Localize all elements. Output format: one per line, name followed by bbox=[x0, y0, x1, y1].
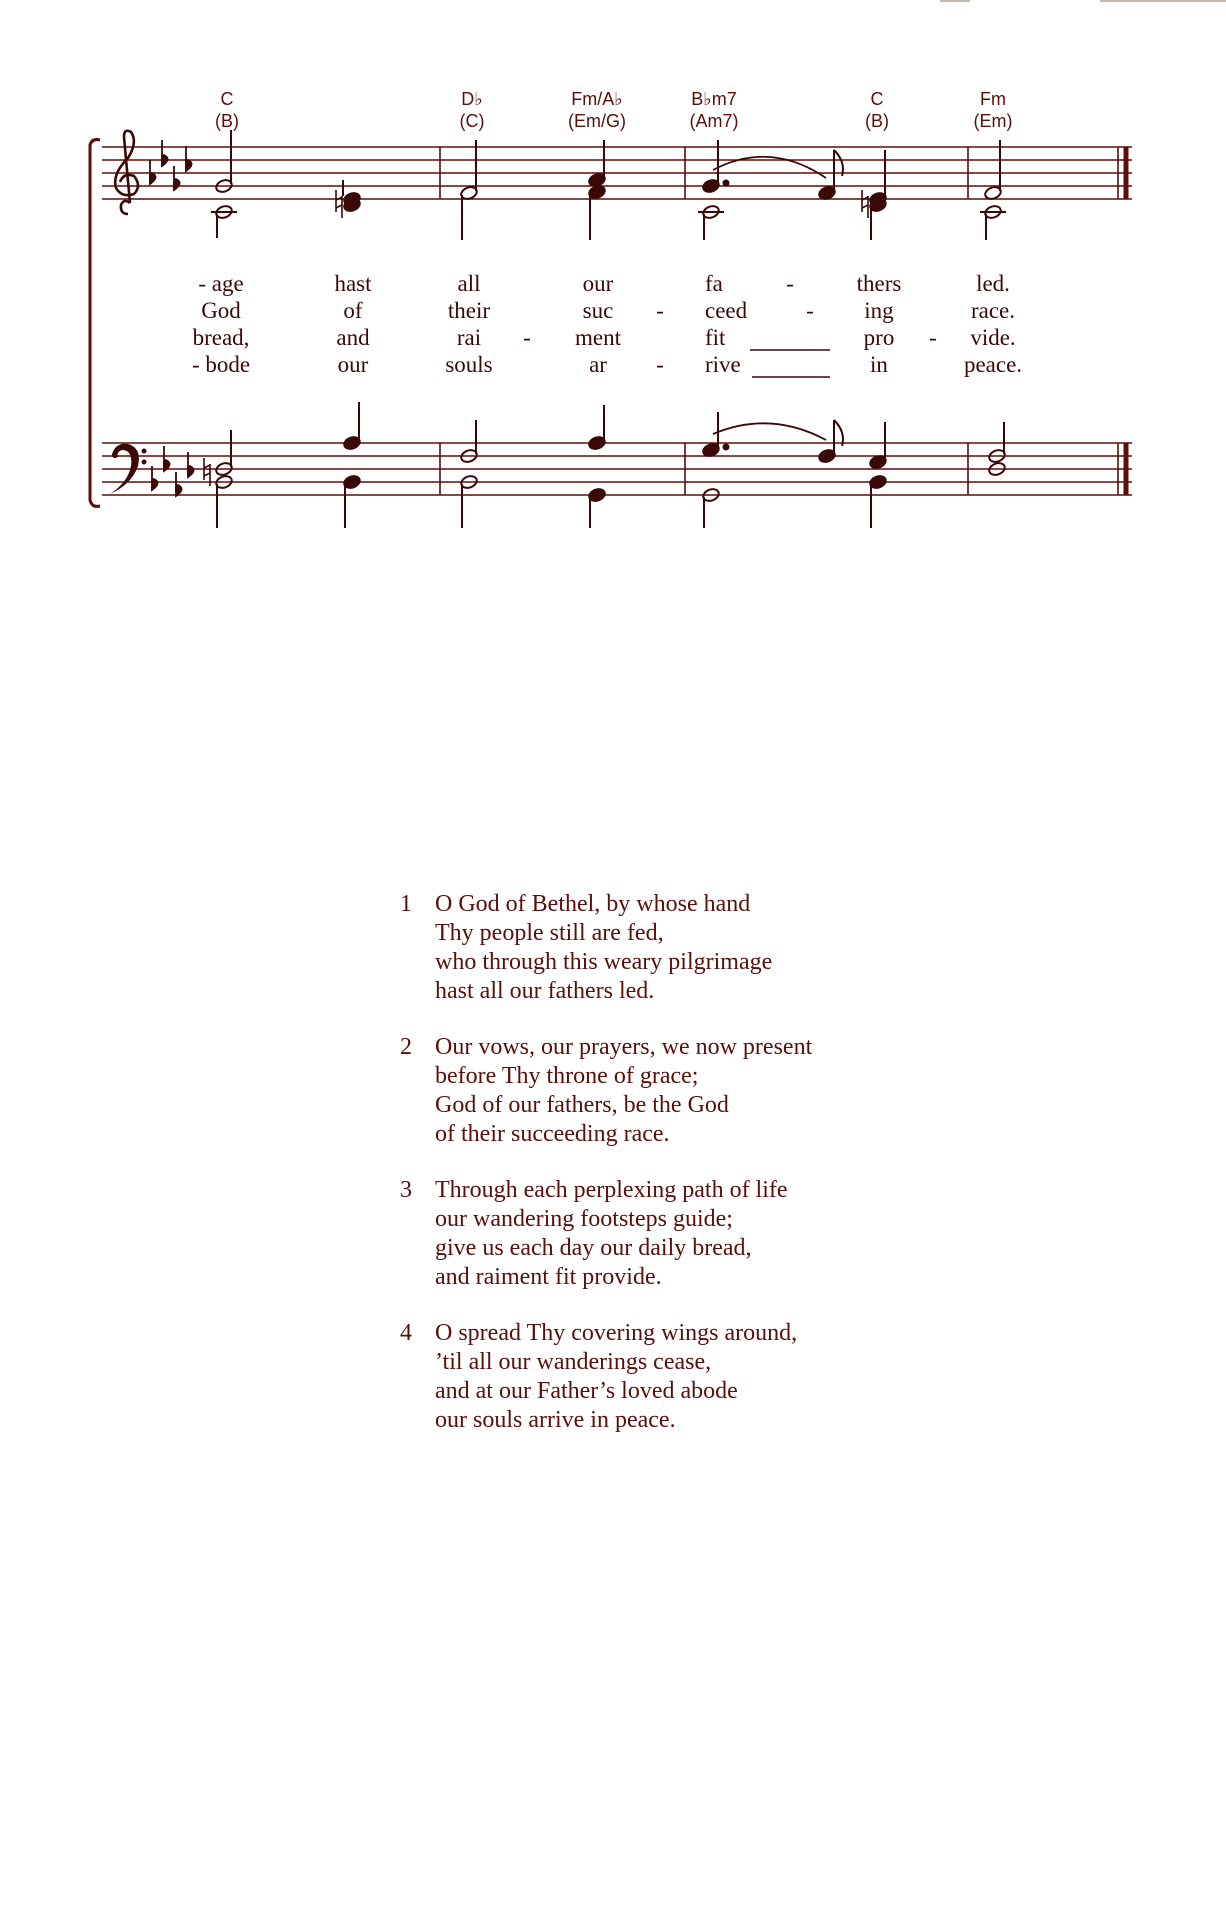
verse bbox=[400, 890, 960, 1006]
verse-number: 1 bbox=[400, 891, 412, 917]
verse-line: of their succeeding race. bbox=[435, 1121, 670, 1147]
lyric-syllable: - bode bbox=[191, 352, 251, 377]
lyric-syllable: and bbox=[336, 325, 370, 350]
key-signature-flats-icon bbox=[152, 446, 194, 496]
verse-number: 3 bbox=[400, 1177, 412, 1203]
lyric-hyphen: - bbox=[929, 325, 937, 350]
lyric-syllable: ing bbox=[864, 298, 894, 323]
lyric-syllable: suc bbox=[582, 298, 614, 323]
lyric-hyphen: - bbox=[786, 271, 794, 296]
chord-symbol: B♭m7 (Am7) bbox=[689, 89, 739, 131]
lyric-hyphen: - bbox=[656, 298, 664, 323]
lyric-syllable: bread, bbox=[192, 325, 250, 350]
verse-line: ’til all our wanderings cease, bbox=[435, 1349, 712, 1375]
lyric-syllable: rai bbox=[456, 325, 482, 350]
lyric-hyphen: - bbox=[656, 352, 664, 377]
lyric-syllable: ar bbox=[589, 352, 607, 377]
verse bbox=[400, 1319, 960, 1435]
chord-symbol: C (B) bbox=[865, 89, 889, 131]
lyric-syllable: race. bbox=[970, 298, 1016, 323]
lyric-syllable: - age bbox=[198, 271, 244, 296]
verse-line: Our vows, our prayers, we now present bbox=[435, 1034, 813, 1060]
verse-line: before Thy throne of grace; bbox=[435, 1063, 699, 1089]
lyric-syllable: rive bbox=[705, 352, 741, 377]
lyric-syllable: souls bbox=[445, 352, 493, 377]
verse-line: hast all our fathers led. bbox=[435, 978, 655, 1004]
lyric-hyphen: - bbox=[806, 298, 814, 323]
hymn-verses bbox=[400, 890, 960, 1462]
chord-symbol: Fm (Em) bbox=[973, 89, 1013, 131]
lyric-syllable: peace. bbox=[963, 352, 1023, 377]
lyric-syllable: of bbox=[343, 298, 363, 323]
verse-line: and raiment fit provide. bbox=[435, 1264, 662, 1290]
lyric-syllable: thers bbox=[856, 271, 902, 296]
lyric-syllable: ment bbox=[575, 325, 621, 350]
verse-line: Through each perplexing path of life bbox=[435, 1177, 788, 1203]
lyric-syllable: pro bbox=[863, 325, 895, 350]
bass-notes bbox=[215, 402, 1007, 528]
lyric-syllable: fit bbox=[705, 325, 726, 350]
verse-line: our souls arrive in peace. bbox=[435, 1407, 676, 1433]
chord-symbol: C (B) bbox=[215, 89, 239, 131]
verse-line: give us each day our daily bread, bbox=[435, 1235, 752, 1261]
lyric-syllable: in bbox=[870, 352, 888, 377]
verse-line: God of our fathers, be the God bbox=[435, 1092, 729, 1118]
chord-symbol: Fm/A♭ (Em/G) bbox=[568, 89, 626, 131]
verse-line: Thy people still are fed, bbox=[435, 920, 664, 946]
lyric-syllable: our bbox=[582, 271, 614, 296]
verse-line: O God of Bethel, by whose hand bbox=[435, 891, 751, 917]
chord-symbol: D♭ (C) bbox=[459, 89, 485, 131]
verse-line: our wandering footsteps guide; bbox=[435, 1206, 733, 1232]
verse-number: 2 bbox=[400, 1034, 412, 1060]
verse-line: who through this weary pilgrimage bbox=[435, 949, 773, 975]
verse-line: and at our Father’s loved abode bbox=[435, 1378, 738, 1404]
verse bbox=[400, 1033, 960, 1149]
lyric-syllable: their bbox=[447, 298, 491, 323]
lyric-hyphen: - bbox=[523, 325, 531, 350]
lyric-syllable: God bbox=[201, 298, 241, 323]
lyric-syllable: vide. bbox=[970, 325, 1016, 350]
lyric-syllable: led. bbox=[976, 271, 1010, 296]
verse-number: 4 bbox=[400, 1320, 412, 1346]
lyric-syllable: all bbox=[457, 271, 481, 296]
lyric-syllable: hast bbox=[334, 271, 372, 296]
lyric-syllable: ceed bbox=[705, 298, 748, 323]
lyric-syllable: our bbox=[337, 352, 369, 377]
lyric-syllable: fa bbox=[705, 271, 723, 296]
verse-line: O spread Thy covering wings around, bbox=[435, 1320, 798, 1346]
verse bbox=[400, 1176, 960, 1292]
